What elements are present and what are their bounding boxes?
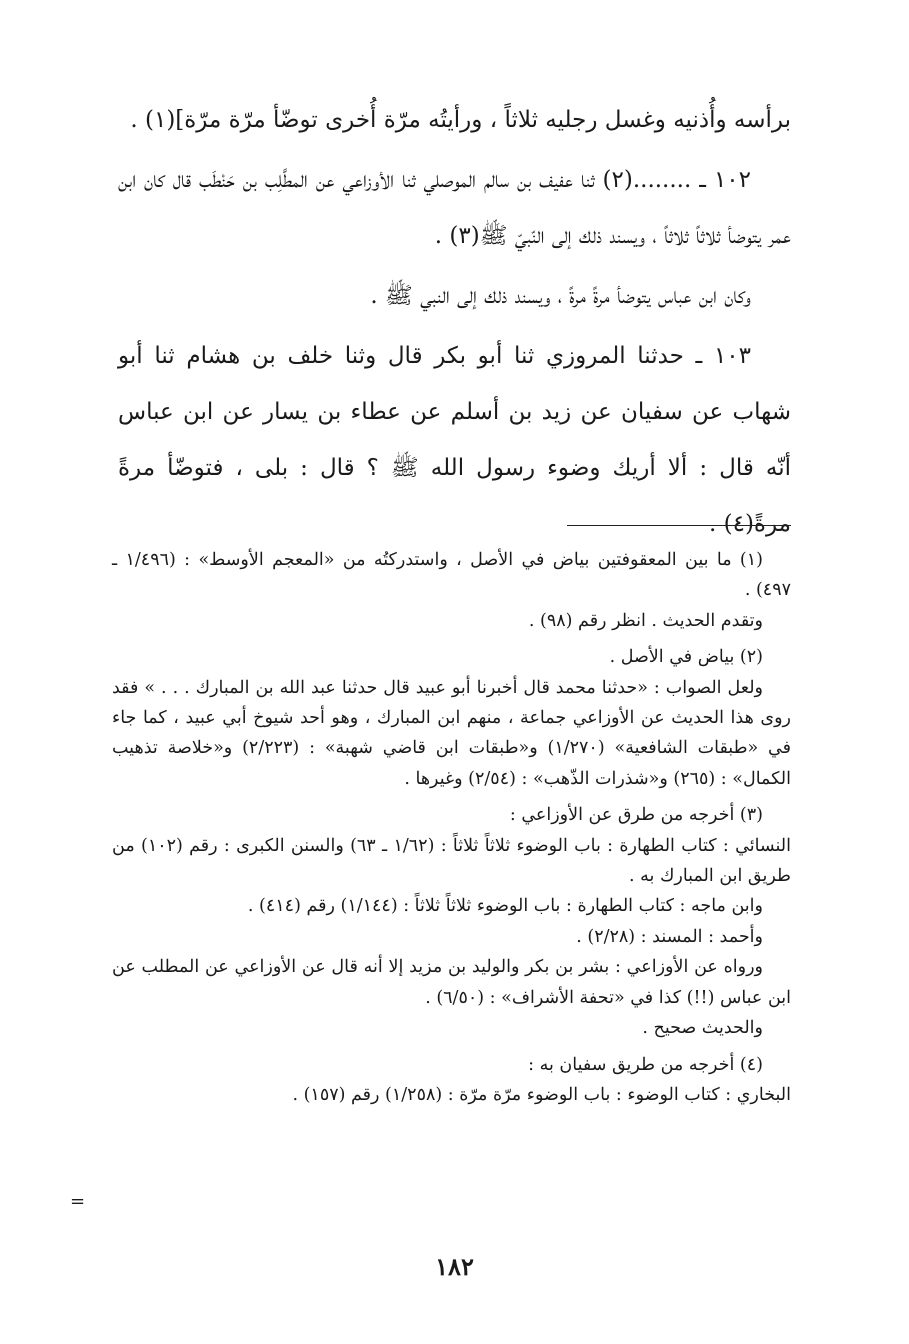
footnote-4-bukhari: البخاري : كتاب الوضوء : باب الوضوء مرّة مرّة : (١/٢٥٨) رقم (١٥٧) .	[292, 1084, 791, 1105]
footnote-3-nasai: النسائي : كتاب الطهارة : باب الوضوء ثلاثاً ثلاثاً : (١/٦٢ ـ ٦٣) والسنن الكبرى : رقم (١٠٢) من طريق ابن المبارك به .	[112, 835, 791, 887]
footnote-divider	[567, 525, 791, 526]
footnote-1: (١) ما بين المعقوفتين بياض في الأصل ، واستدركتُه من «المعجم الأوسط» : (١/٤٩٦ ـ ٤٩٧) .	[112, 550, 791, 601]
footnote-3-sahih: والحديث صحيح .	[642, 1018, 763, 1039]
ibn-abbas-note: وكان ابن عباس يتوضأ مرةً مرةً ، ويسند ذلك إلى النبي ﷺ .	[370, 283, 751, 309]
footnote-1-extra: وتقدم الحديث . انظر رقم (٩٨) .	[528, 610, 763, 631]
footnote-3-ibn-majah: وابن ماجه : كتاب الطهارة : باب الوضوء ثلاثاً ثلاثاً : (١/١٤٤) رقم (٤١٤) .	[247, 896, 763, 917]
continuation-mark: =	[70, 1191, 86, 1212]
footnote-3: (٣) أخرجه من طرق عن الأوزاعي :	[509, 805, 763, 826]
footnote-2: (٢) بياض في الأصل .	[609, 647, 763, 668]
footnote-4: (٤) أخرجه من طريق سفيان به :	[528, 1054, 763, 1075]
hadith-103: ١٠٣ ـ حدثنا المروزي ثنا أبو بكر قال وثنا خلف بن هشام ثنا أبو شهاب عن سفيان عن زيد بن أسلم عن عطاء بن يسار عن ابن عباس أنّه قال : ألا أريك وضوء رسول الله ﷺ ؟ قال : بلى ، فتوضّأ مرةً مرةً(٤) .	[118, 343, 791, 537]
footnotes	[112, 545, 791, 1110]
footnote-2-extra: ولعل الصواب : «حدثنا محمد قال أخبرنا أبو عبيد قال حدثنا عبد الله بن المبارك . . . » فقد روى هذا الحديث عن الأوزاعي جماعة ، منهم ابن المبارك ، وهو أحد شيوخ أبي عبيد ، كما جاء في «طبقات الشافعية» (١/٢٧٠) و«طبقات ابن قاضي شهبة» : (٢/٢٢٣) و«خلاصة تذهيب الكمال» : (٢٦٥) و«شذرات الذّهب» : (٢/٥٤) وغيرها .	[112, 677, 792, 789]
page-number: ١٨٢	[435, 1252, 474, 1281]
footnote-3-ahmad: وأحمد : المسند : (٢/٢٨) .	[576, 926, 763, 947]
footnote-3-riwayah: ورواه عن الأوزاعي : بشر بن بكر والوليد بن مزيد إلا أنه قال عن الأوزاعي عن المطلب عن ابن عباس (!!) كذا في «تحفة الأشراف» : (٦/٥٠) .	[112, 957, 791, 1008]
main-paragraph-continuation: برأسه وأُذنيه وغسل رجليه ثلاثاً ، ورأيتُه مرّة أُخرى توضّأ مرّة مرّة](١) .	[130, 107, 791, 133]
hadith-102: ١٠٢ ـ ........(٢) ثنا عفيف بن سالم الموصلي ثنا الأوزاعي عن المطَّلِب بن حَنْطَب قال كان ابن عمر يتوضأ ثلاثاً ثلاثاً ، ويسند ذلك إلى النّبيّ ﷺ(٣) .	[118, 167, 791, 249]
main-text	[118, 92, 791, 552]
